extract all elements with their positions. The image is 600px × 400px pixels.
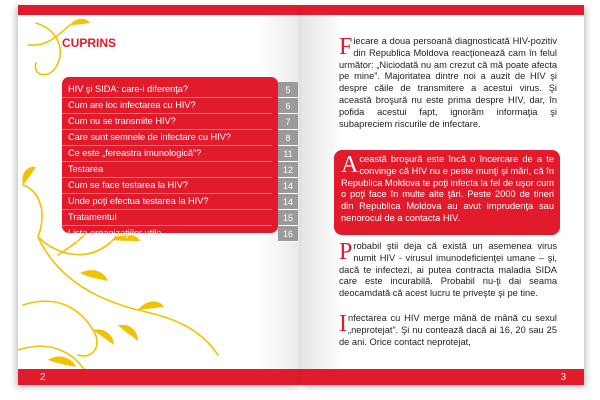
toc-item[interactable] <box>62 194 298 210</box>
toc-title: CUPRINS <box>62 36 117 50</box>
toc-item-page: 5 <box>278 82 298 98</box>
toc-item-label: Testarea <box>62 162 272 178</box>
toc-item[interactable] <box>62 114 298 130</box>
toc-item-page: 15 <box>278 210 298 226</box>
toc-item-label: Lista organizaţiilor utile <box>62 226 272 242</box>
toc-item[interactable] <box>62 162 298 178</box>
drop-cap: I <box>339 311 347 337</box>
toc-item-page: 14 <box>278 178 298 194</box>
drop-cap: F <box>339 34 353 60</box>
drop-cap: A <box>341 152 359 178</box>
toc-item-label: Cum nu se transmite HIV? <box>62 114 272 130</box>
toc-item-page: 8 <box>278 130 298 146</box>
toc-item[interactable] <box>62 82 298 98</box>
page-number: 2 <box>40 372 46 383</box>
paragraph-text: iecare a doua persoană diagnosticată HIV-pozitiv din Republica Moldova reacţionează cam în felul următor: „Niciodată nu am crezut că mă poate afecta pe mine”. Majoritatea dintre noi a auzit de HIV şi despre căile de transmitere a acestui virus. Şi această broşură nu este prima despre HIV, dar, în pofida acestui fapt, ignorăm informaţia şi subapreciem riscurile de infectare. <box>339 36 557 129</box>
booklet-spread <box>18 5 583 390</box>
paragraph-text: nfectarea cu HIV merge mână de mână cu sexul „neprotejat”. Şi nu contează dacă ai 16, 20 sau 25 de ani. Orice contact neprotejat, <box>339 313 557 347</box>
toc-item[interactable] <box>62 98 298 114</box>
bottom-red-bar <box>18 369 301 385</box>
toc-item-label: Ce este „fereastra imunologică”? <box>62 146 272 162</box>
toc-list <box>62 82 298 242</box>
toc-item[interactable] <box>62 178 298 194</box>
toc-item-label: Unde poţi efectua testarea la HIV? <box>62 194 272 210</box>
toc-item-label: Cum se face testarea la HIV? <box>62 178 272 194</box>
toc-item-page: 11 <box>278 146 298 162</box>
paragraph-text: robabil ştii deja că există un asemenea virus numit HIV - virusul imunodeficienţei umane – şi, dacă te infectezi, ai putea contracta maladia SIDA care este incurabilă. Probabil nu-ţi dai seama deocamdată că acest lucru te priveşte şi pe tine. <box>339 241 557 299</box>
table-of-contents <box>62 77 298 239</box>
toc-item[interactable] <box>62 226 298 242</box>
toc-item[interactable] <box>62 130 298 146</box>
toc-item-page: 14 <box>278 194 298 210</box>
drop-cap: P <box>339 239 353 265</box>
highlight-box <box>334 150 560 235</box>
toc-item-page: 12 <box>278 162 298 178</box>
toc-item-label: Care sunt semnele de infectare cu HIV? <box>62 130 272 146</box>
page-number: 3 <box>560 372 566 383</box>
toc-item[interactable] <box>62 146 298 162</box>
toc-item-page: 16 <box>278 226 298 242</box>
toc-item[interactable] <box>62 210 298 226</box>
toc-item-label: HIV şi SIDA: care-i diferenţa? <box>62 82 272 98</box>
toc-item-label: Tratamentul <box>62 210 272 226</box>
infection-paragraph <box>339 313 557 348</box>
bottom-red-bar <box>301 369 584 385</box>
left-page <box>18 5 301 385</box>
top-red-bar <box>301 5 584 15</box>
virus-paragraph <box>339 241 557 300</box>
toc-item-page: 7 <box>278 114 298 130</box>
intro-paragraph <box>339 36 557 130</box>
highlight-paragraph <box>341 154 554 225</box>
paragraph-text: ceastă broşură este încă o încercare de a te convinge că HIV nu e peste munţi şi mări, că în Republica Moldova te poţi infecta la fel de uşor cum o poţi face în multe alte ţări. Peste 2000 de tineri din Republica Moldova au avut imprudenţa sau nenorocul de a contacta HIV. <box>341 154 554 223</box>
toc-item-label: Cum are loc infectarea cu HIV? <box>62 98 272 114</box>
toc-item-page: 6 <box>278 98 298 114</box>
right-page <box>301 5 584 385</box>
